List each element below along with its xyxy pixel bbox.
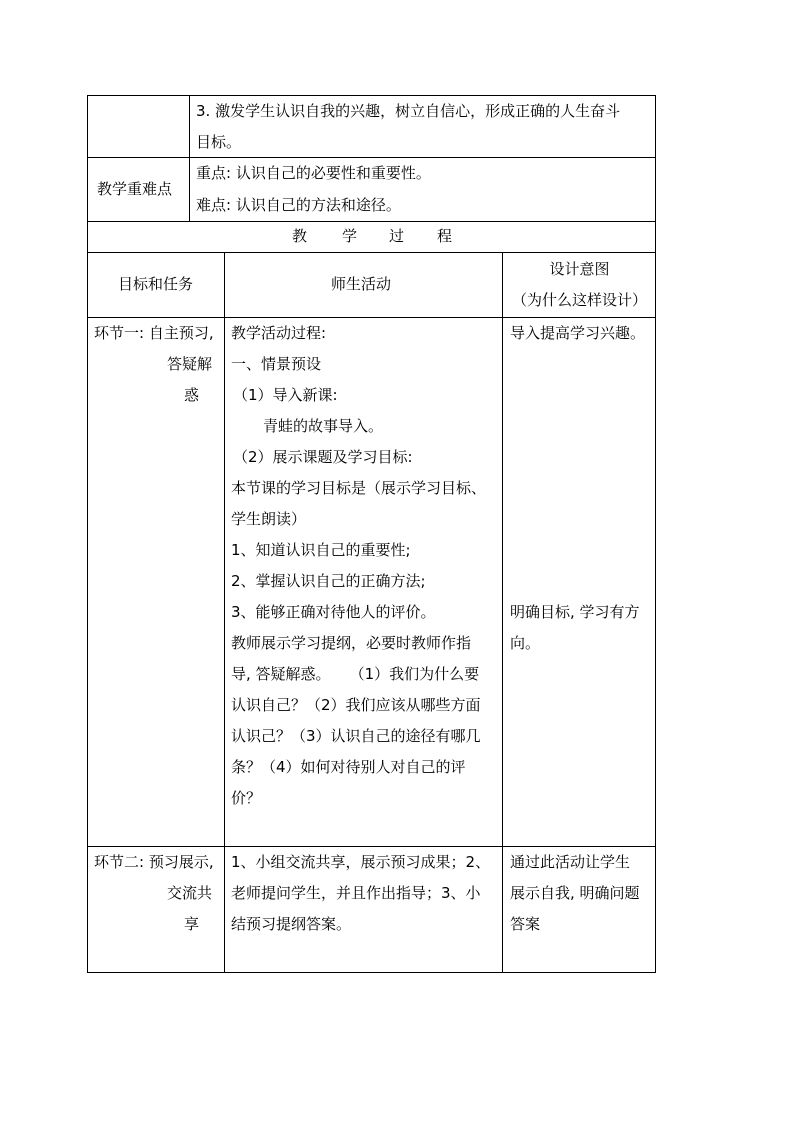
column-header-activity: 师生活动 [331, 275, 392, 293]
process-header-char: 教 [292, 227, 308, 245]
objective-line: 3. 激发学生认识自我的兴趣，树立自信心，形成正确的人生奋斗 [196, 102, 621, 120]
column-header-goal: 目标和任务 [118, 275, 194, 293]
stage-label: 环节二: 预习展示, [94, 853, 214, 871]
column-header-intent: 设计意图 [549, 260, 610, 278]
activity-line: 认识自己？（2）我们应该从哪些方面 [231, 696, 481, 714]
key-points-label: 教学重难点 [97, 180, 173, 198]
activity-line: 条？（4）如何对待别人对自己的评 [231, 758, 466, 776]
intent-text: 展示自我, 明确问题 [510, 884, 640, 902]
stage-label: 答疑解 [167, 355, 213, 373]
process-header-char: 程 [437, 227, 453, 245]
stage-label: 享 [184, 915, 200, 933]
process-header-char: 学 [342, 227, 358, 245]
activity-line: 3、能够正确对待他人的评价。 [231, 603, 436, 621]
activity-line: 价？ [231, 789, 262, 807]
column-header-intent-sub: （为什么这样设计） [511, 291, 647, 309]
stage-label: 交流共 [167, 884, 213, 902]
activity-line: 认识己？（3）认识自己的途径有哪几 [231, 727, 481, 745]
process-header-char: 过 [389, 227, 405, 245]
activity-line: 老师提问学生，并且作出指导；3、小 [231, 884, 481, 902]
objective-line: 目标。 [196, 133, 242, 151]
key-point: 重点: 认识自己的必要性和重要性。 [196, 164, 431, 182]
activity-line: 结预习提纲答案。 [231, 915, 352, 933]
activity-line: 1、小组交流共享，展示预习成果；2、 [231, 853, 491, 871]
intent-text: 向。 [510, 634, 541, 652]
intent-text: 导入提高学习兴趣。 [510, 324, 646, 342]
intent-text: 明确目标, 学习有方 [510, 603, 640, 621]
activity-line: 2、掌握认识自己的正确方法; [231, 572, 426, 590]
row-divider [87, 252, 656, 253]
activity-line: 青蛙的故事导入。 [263, 417, 384, 435]
activity-line: 一、情景预设 [231, 355, 322, 373]
intent-text: 答案 [510, 915, 541, 933]
difficult-point: 难点: 认识自己的方法和途径。 [196, 196, 401, 214]
activity-line: （2）展示课题及学习目标: [233, 448, 413, 466]
activity-line: 学生朗读） [231, 510, 307, 528]
stage-label: 惑 [184, 386, 200, 404]
activity-line: 本节课的学习目标是（展示学习目标、 [231, 479, 487, 497]
row-divider [87, 221, 656, 222]
intent-text: 通过此活动让学生 [510, 853, 631, 871]
activity-line: 教学活动过程: [231, 324, 327, 342]
col-divider [502, 252, 503, 973]
stage-label: 环节一: 自主预习, [94, 324, 214, 342]
lesson-table [87, 95, 656, 973]
activity-line: 导, 答疑解惑。 （1）我们为什么要 [231, 665, 480, 683]
col-divider [224, 252, 225, 973]
activity-line: 教师展示学习提纲，必要时教师作指 [231, 634, 472, 652]
activity-line: （1）导入新课: [233, 386, 338, 404]
col-divider [189, 95, 190, 221]
activity-line: 1、知道认识自己的重要性; [231, 541, 411, 559]
